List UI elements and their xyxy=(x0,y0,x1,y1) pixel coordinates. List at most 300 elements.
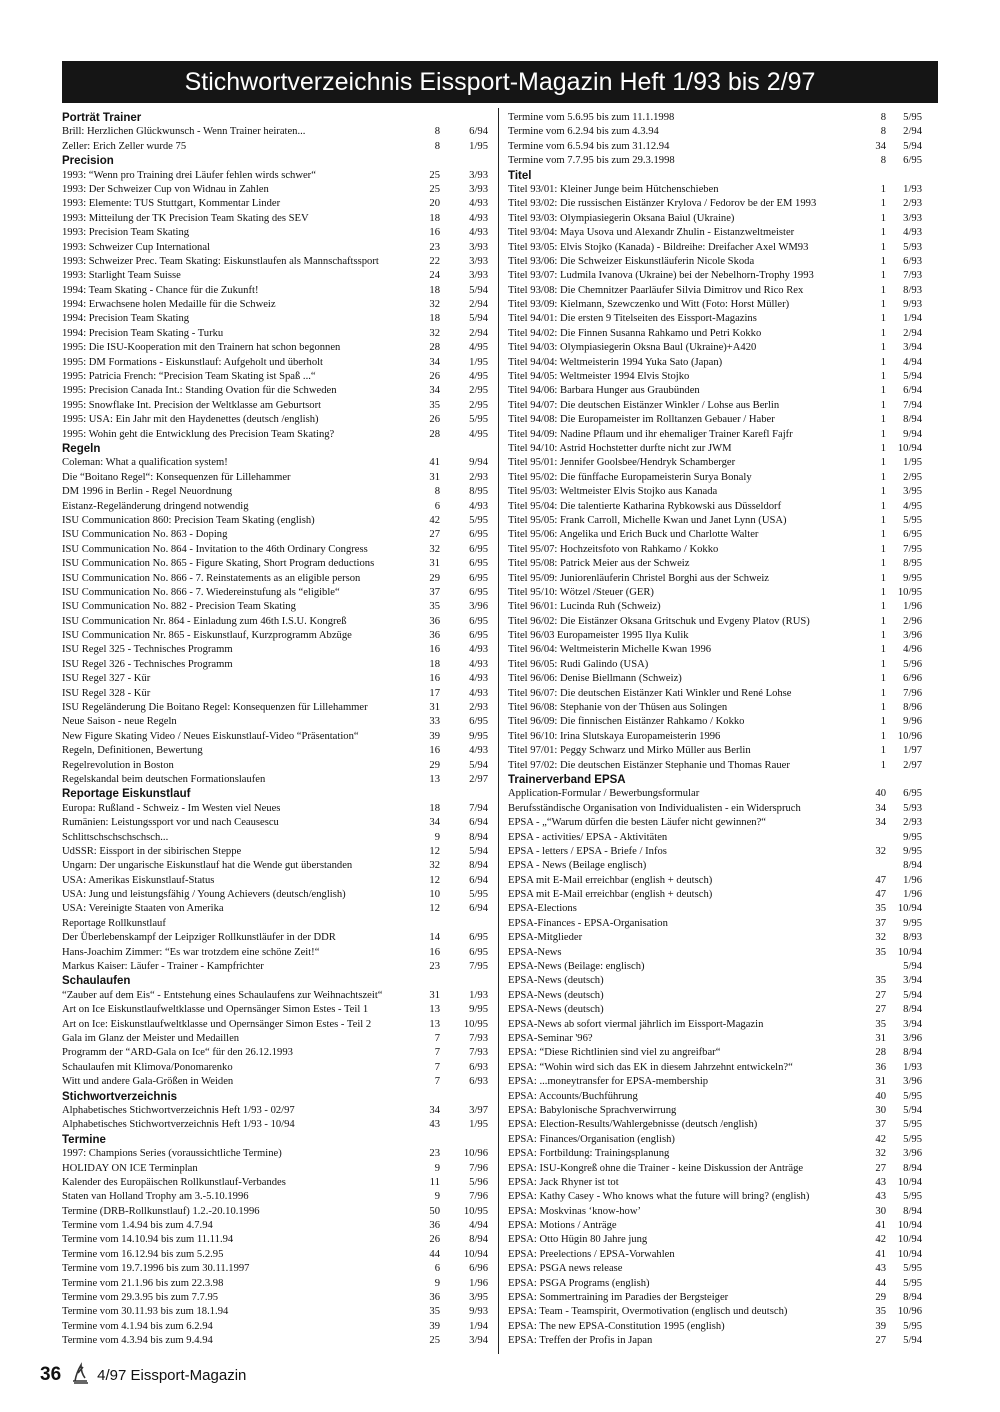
entry-page: 26 xyxy=(429,1234,440,1246)
index-entry xyxy=(508,902,938,916)
entry-issue: 1/93 xyxy=(469,989,488,1001)
entry-issue: 3/96 xyxy=(903,630,922,642)
entry-page: 12 xyxy=(429,874,440,886)
index-entry xyxy=(508,1291,938,1305)
entry-issue: 4/93 xyxy=(469,644,488,656)
index-entry xyxy=(62,514,488,528)
index-entry xyxy=(62,485,488,499)
index-entry xyxy=(508,1176,938,1190)
entry-page: 1 xyxy=(880,313,886,325)
entry-title: Titel 96/05: Rudi Galindo (USA) xyxy=(508,658,649,670)
index-entry xyxy=(62,1219,488,1233)
index-entry xyxy=(508,946,938,960)
entry-title: Titel 96/04: Weltmeisterin Michelle Kwan 1996 xyxy=(508,644,712,656)
entry-issue: 10/94 xyxy=(897,903,922,915)
entry-issue: 4/93 xyxy=(469,212,488,224)
index-entry xyxy=(62,543,488,557)
entry-issue: 6/93 xyxy=(903,255,922,267)
index-entry xyxy=(62,1334,488,1348)
entry-page: 27 xyxy=(875,1004,886,1016)
entry-title: Application-Formular / Bewerbungsformular xyxy=(508,788,700,800)
entry-title: Regeln, Definitionen, Bewertung xyxy=(62,745,203,757)
index-entry xyxy=(62,672,488,686)
entry-title: 1993: Der Schweizer Cup von Widnau in Zahlen xyxy=(62,183,269,195)
index-entry xyxy=(62,356,488,370)
entry-page: 6 xyxy=(434,1263,440,1275)
entry-title: 1993: Schweizer Prec. Team Skating: Eiskunstlaufen als Mannschaftssport xyxy=(62,255,379,267)
index-entry xyxy=(508,1147,938,1161)
index-entry xyxy=(508,643,938,657)
entry-title: EPSA: Finances/Organisation (english) xyxy=(508,1133,675,1145)
index-entry xyxy=(62,183,488,197)
entry-title: New Figure Skating Video / Neues Eiskunstlauf-Video “Präsentation“ xyxy=(62,730,359,742)
index-entry xyxy=(62,255,488,269)
entry-title: Schlittschschschschsch... xyxy=(62,831,169,843)
entry-issue: 3/93 xyxy=(903,212,922,224)
entry-title: ISU Communication 860: Precision Team Skating (english) xyxy=(62,514,315,526)
entry-title: EPSA: PSGA Programs (english) xyxy=(508,1277,650,1289)
entry-issue: 10/96 xyxy=(463,1148,488,1160)
entry-issue: 9/95 xyxy=(903,572,922,584)
index-entry xyxy=(62,917,488,931)
entry-issue: 2/93 xyxy=(903,198,922,210)
entry-issue: 5/95 xyxy=(903,1191,922,1203)
entry-page: 1 xyxy=(880,630,886,642)
entry-page: 13 xyxy=(429,1018,440,1030)
entry-page: 43 xyxy=(875,1191,886,1203)
entry-page: 1 xyxy=(880,399,886,411)
index-entry xyxy=(508,1162,938,1176)
entry-issue: 6/94 xyxy=(469,817,488,829)
section-heading: Termine xyxy=(62,1133,106,1146)
entry-issue: 4/93 xyxy=(469,745,488,757)
index-entry xyxy=(508,413,938,427)
entry-issue: 1/95 xyxy=(903,457,922,469)
index-entry xyxy=(508,111,938,125)
index-entry xyxy=(62,1277,488,1291)
entry-title: Titel 95/08: Patrick Meier aus der Schweiz xyxy=(508,558,690,570)
entry-issue: 8/94 xyxy=(903,1205,922,1217)
entry-title: 1995: Die ISU-Kooperation mit den Trainern hat schon begonnen xyxy=(62,342,341,354)
index-entry xyxy=(508,255,938,269)
entry-title: Titel 96/06: Denise Biellmann (Schweiz) xyxy=(508,673,682,685)
entry-title: EPSA: Otto Hügin 80 Jahre jung xyxy=(508,1234,648,1246)
entry-page: 1 xyxy=(880,428,886,440)
entry-page: 37 xyxy=(429,586,440,598)
index-entry xyxy=(62,1233,488,1247)
entry-issue: 6/94 xyxy=(469,126,488,138)
entry-title: EPSA-News (deutsch) xyxy=(508,1004,604,1016)
entry-page: 32 xyxy=(875,1148,886,1160)
entry-issue: 9/94 xyxy=(469,457,488,469)
entry-page: 35 xyxy=(875,903,886,915)
entry-title: Termine vom 30.11.93 bis zum 18.1.94 xyxy=(62,1306,229,1318)
index-entry xyxy=(508,1248,938,1262)
entry-issue: 6/95 xyxy=(469,932,488,944)
entry-issue: 2/94 xyxy=(903,126,922,138)
entry-title: Termine vom 1.4.94 bis zum 4.7.94 xyxy=(62,1220,213,1232)
entry-title: Termine vom 16.12.94 bis zum 5.2.95 xyxy=(62,1248,224,1260)
entry-issue: 1/93 xyxy=(903,1061,922,1073)
entry-issue: 4/96 xyxy=(903,644,922,656)
entry-title: Titel 96/02: Die Eistänzer Oksana Gritschuk und Evgeny Platov (RUS) xyxy=(508,615,810,627)
entry-title: Titel 94/08: Die Europameister im Rolltanzen Gebauer / Haber xyxy=(508,414,775,426)
entry-title: EPSA-News (Beilage: englisch) xyxy=(508,961,645,973)
index-entry xyxy=(508,428,938,442)
section-heading: Reportage Eiskunstlauf xyxy=(62,788,191,801)
entry-page: 32 xyxy=(875,932,886,944)
entry-page: 28 xyxy=(875,1047,886,1059)
index-entry xyxy=(508,744,938,758)
entry-page: 1 xyxy=(880,500,886,512)
index-entry xyxy=(508,312,938,326)
index-entry xyxy=(62,1320,488,1334)
entry-issue: 2/97 xyxy=(903,759,922,771)
entry-issue: 8/94 xyxy=(469,1234,488,1246)
entry-title: ISU Regel 328 - Kür xyxy=(62,687,151,699)
index-entry xyxy=(62,1032,488,1046)
entry-page: 43 xyxy=(429,1119,440,1131)
entry-page: 32 xyxy=(875,845,886,857)
entry-page: 27 xyxy=(429,529,440,541)
entry-issue: 10/94 xyxy=(897,946,922,958)
entry-page: 1 xyxy=(880,255,886,267)
entry-title: Berufsständische Organisation von Individualisten - ein Widerspruch xyxy=(508,802,801,814)
index-entry xyxy=(508,284,938,298)
entry-page: 1 xyxy=(880,745,886,757)
entry-page: 36 xyxy=(429,630,440,642)
entry-page: 31 xyxy=(429,471,440,483)
index-entry xyxy=(62,1205,488,1219)
entry-issue: 8/93 xyxy=(903,932,922,944)
entry-title: EPSA: PSGA news release xyxy=(508,1263,623,1275)
entry-issue: 6/95 xyxy=(469,716,488,728)
entry-issue: 6/95 xyxy=(469,630,488,642)
entry-page: 1 xyxy=(880,284,886,296)
entry-page: 41 xyxy=(875,1220,886,1232)
entry-issue: 5/95 xyxy=(903,1277,922,1289)
entry-title: Titel 94/05: Weltmeister 1994 Elvis Stojko xyxy=(508,371,690,383)
entry-title: Titel 94/09: Nadine Pflaum und ihr ehemaliger Trainer Karefl Fajfr xyxy=(508,428,793,440)
entry-issue: 2/94 xyxy=(469,299,488,311)
index-entry xyxy=(508,960,938,974)
footer-issue: 4/97 Eissport-Magazin xyxy=(97,1366,247,1384)
entry-page: 25 xyxy=(429,1335,440,1347)
entry-issue: 8/95 xyxy=(903,558,922,570)
entry-issue: 3/94 xyxy=(903,342,922,354)
entry-issue: 7/93 xyxy=(469,1047,488,1059)
entry-page: 1 xyxy=(880,586,886,598)
entry-page: 12 xyxy=(429,845,440,857)
index-entry xyxy=(508,1305,938,1319)
entry-issue: 10/94 xyxy=(897,442,922,454)
index-entry xyxy=(508,471,938,485)
entry-title: Titel 96/10: Irina Slutskaya Europameisterin 1996 xyxy=(508,730,721,742)
entry-title: Titel 93/05: Elvis Stojko (Kanada) - Bildreihe: Dreifacher Axel WM93 xyxy=(508,241,809,253)
entry-issue: 3/93 xyxy=(469,270,488,282)
entry-page: 1 xyxy=(880,658,886,670)
entry-issue: 5/95 xyxy=(903,1320,922,1332)
entry-issue: 9/95 xyxy=(903,845,922,857)
section-heading: Schaulaufen xyxy=(62,975,131,988)
index-entry xyxy=(508,370,938,384)
entry-issue: 3/93 xyxy=(469,183,488,195)
entry-issue: 1/93 xyxy=(903,183,922,195)
index-entry xyxy=(62,1075,488,1089)
entry-page: 42 xyxy=(875,1234,886,1246)
entry-page: 1 xyxy=(880,299,886,311)
entry-title: Titel 95/03: Weltmeister Elvis Stojko aus Kanada xyxy=(508,486,718,498)
index-entry xyxy=(62,341,488,355)
entry-page: 25 xyxy=(429,169,440,181)
entry-title: ISU Communication No. 866 - 7. Wiedereinstufung als “eligible“ xyxy=(62,586,340,598)
index-column-left xyxy=(62,111,488,1349)
entry-issue: 5/94 xyxy=(903,989,922,1001)
entry-page: 31 xyxy=(875,1033,886,1044)
entry-page: 16 xyxy=(429,644,440,656)
index-entry xyxy=(508,845,938,859)
entry-page: 26 xyxy=(429,371,440,383)
index-entry xyxy=(508,759,938,773)
index-entry xyxy=(508,586,938,600)
entry-page: 31 xyxy=(429,558,440,570)
entry-issue: 9/93 xyxy=(469,1306,488,1318)
index-entry xyxy=(508,356,938,370)
entry-title: UdSSR: Eissport in der sibirischen Steppe xyxy=(62,845,242,857)
entry-page: 37 xyxy=(875,1119,886,1131)
index-entry xyxy=(508,1277,938,1291)
entry-title: Europa: Rußland - Schweiz - Im Westen viel Neues xyxy=(62,802,281,814)
index-entry xyxy=(508,1061,938,1075)
entry-page: 34 xyxy=(429,356,440,368)
entry-issue: 5/95 xyxy=(903,112,922,123)
entry-issue: 6/94 xyxy=(469,874,488,886)
index-entry xyxy=(508,485,938,499)
index-entry xyxy=(508,658,938,672)
entry-page: 1 xyxy=(880,759,886,771)
entry-title: Termine vom 21.1.96 bis zum 22.3.98 xyxy=(62,1277,224,1289)
entry-page: 1 xyxy=(880,471,886,483)
entry-page: 1 xyxy=(880,198,886,210)
entry-issue: 6/95 xyxy=(469,572,488,584)
entry-issue: 9/95 xyxy=(903,917,922,929)
entry-page: 30 xyxy=(875,1205,886,1217)
index-entry xyxy=(508,442,938,456)
index-entry xyxy=(62,413,488,427)
section-heading: Precision xyxy=(62,155,114,168)
entry-page: 6 xyxy=(434,500,440,512)
entry-title: Titel 93/04: Maya Usova und Alexandr Zhulin - Eistanzweltmeister xyxy=(508,227,795,239)
entry-page: 36 xyxy=(429,1220,440,1232)
index-entry xyxy=(62,629,488,643)
entry-page: 18 xyxy=(429,802,440,814)
index-entry xyxy=(62,816,488,830)
index-entry xyxy=(508,1003,938,1017)
entry-title: HOLIDAY ON ICE Terminplan xyxy=(62,1162,198,1174)
index-entry xyxy=(62,1104,488,1118)
index-entry xyxy=(508,1219,938,1233)
entry-title: Titel 96/09: Die finnischen Eistänzer Rahkamo / Kokko xyxy=(508,716,745,728)
entry-title: EPSA: Fortbildung: Trainingsplanung xyxy=(508,1148,670,1160)
entry-title: Termine vom 29.3.95 bis zum 7.7.95 xyxy=(62,1292,219,1304)
entry-issue: 7/93 xyxy=(903,270,922,282)
index-entry xyxy=(62,773,488,787)
entry-page: 1 xyxy=(880,457,886,469)
entry-issue: 5/95 xyxy=(469,514,488,526)
index-column-right xyxy=(508,111,938,1349)
entry-page: 28 xyxy=(429,342,440,354)
entry-page: 13 xyxy=(429,773,440,785)
entry-issue: 6/96 xyxy=(903,673,922,685)
entry-title: ISU Communication Nr. 865 - Eiskunstlauf, Kurzprogramm Abzüge xyxy=(62,630,352,642)
page-footer xyxy=(40,1362,246,1388)
entry-title: Die “Boitano Regel“: Konsequenzen für Lillehammer xyxy=(62,471,291,483)
index-entry xyxy=(62,1262,488,1276)
entry-title: ISU Communication No. 866 - 7. Reinstatements as an eligible person xyxy=(62,572,361,584)
entry-title: EPSA: ...moneytransfer for EPSA-membership xyxy=(508,1076,709,1088)
entry-issue: 7/96 xyxy=(469,1162,488,1174)
index-entry xyxy=(62,845,488,859)
entry-issue: 5/94 xyxy=(903,1104,922,1116)
index-entry xyxy=(62,370,488,384)
index-entry xyxy=(508,600,938,614)
entry-page: 1 xyxy=(880,702,886,714)
entry-page: 34 xyxy=(875,802,886,814)
entry-title: Termine vom 4.3.94 bis zum 9.4.94 xyxy=(62,1335,213,1347)
entry-title: EPSA: Motions / Anträge xyxy=(508,1220,617,1232)
entry-issue: 1/95 xyxy=(469,140,488,152)
entry-title: EPSA: Kathy Casey - Who knows what the future will bring? (english) xyxy=(508,1191,810,1203)
index-entry xyxy=(62,874,488,888)
entry-title: Termine vom 5.6.95 bis zum 11.1.1998 xyxy=(508,112,675,123)
entry-page: 40 xyxy=(875,1090,886,1102)
entry-issue: 5/94 xyxy=(469,845,488,857)
entry-issue: 3/96 xyxy=(903,1148,922,1160)
index-entry xyxy=(508,917,938,931)
entry-page: 35 xyxy=(875,946,886,958)
entry-title: Kalender des Europäischen Rollkunstlauf-Verbandes xyxy=(62,1176,286,1188)
entry-issue: 1/95 xyxy=(469,356,488,368)
entry-title: ISU Communication No. 863 - Doping xyxy=(62,529,228,541)
entry-page: 14 xyxy=(429,932,440,944)
section-heading: Trainerverband EPSA xyxy=(508,773,626,786)
entry-issue: 1/96 xyxy=(469,1277,488,1289)
column-divider xyxy=(498,108,499,1354)
entry-issue: 8/94 xyxy=(903,860,922,872)
entry-page: 1 xyxy=(880,615,886,627)
index-entry xyxy=(508,140,938,154)
entry-title: 1995: Precision Canada Int.: Standing Ovation für die Schweden xyxy=(62,385,337,397)
index-entry xyxy=(508,615,938,629)
entry-issue: 8/94 xyxy=(903,1004,922,1016)
entry-page: 9 xyxy=(434,831,440,843)
entry-issue: 4/94 xyxy=(903,356,922,368)
entry-title: Witt und andere Gala-Größen in Weiden xyxy=(62,1076,234,1088)
entry-page: 13 xyxy=(429,1004,440,1016)
index-entry xyxy=(62,586,488,600)
entry-issue: 10/94 xyxy=(897,1234,922,1246)
index-entry xyxy=(62,1061,488,1075)
index-entry xyxy=(508,557,938,571)
entry-title: 1994: Team Skating - Chance für die Zukunft! xyxy=(62,284,259,296)
index-entry xyxy=(508,1133,938,1147)
entry-page: 1 xyxy=(880,558,886,570)
entry-issue: 3/94 xyxy=(903,975,922,987)
entry-page: 8 xyxy=(434,126,440,138)
index-entry xyxy=(508,787,938,801)
entry-page: 1 xyxy=(880,327,886,339)
entry-page: 34 xyxy=(875,140,886,152)
entry-title: Titel 93/01: Kleiner Junge beim Hütchenschieben xyxy=(508,183,719,195)
entry-issue: 3/94 xyxy=(903,1018,922,1030)
entry-page: 16 xyxy=(429,745,440,757)
entry-issue: 2/95 xyxy=(903,471,922,483)
entry-page: 23 xyxy=(429,241,440,253)
entry-title: Titel 96/08: Stephanie von der Thüsen aus Solingen xyxy=(508,702,728,714)
index-entry xyxy=(508,269,938,283)
entry-issue: 5/95 xyxy=(903,1119,922,1131)
index-entry xyxy=(508,241,938,255)
entry-issue: 9/93 xyxy=(903,299,922,311)
entry-issue: 8/95 xyxy=(469,486,488,498)
entry-title: Titel 95/05: Frank Carroll, Michelle Kwan und Janet Lynn (USA) xyxy=(508,514,787,526)
entry-issue: 2/96 xyxy=(903,615,922,627)
entry-issue: 6/95 xyxy=(469,615,488,627)
entry-issue: 1/94 xyxy=(903,313,922,325)
entry-page: 27 xyxy=(875,1335,886,1347)
entry-issue: 8/93 xyxy=(903,284,922,296)
entry-title: EPSA-News (deutsch) xyxy=(508,989,604,1001)
entry-issue: 5/93 xyxy=(903,802,922,814)
index-entry xyxy=(508,974,938,988)
entry-page: 1 xyxy=(880,241,886,253)
entry-issue: 3/93 xyxy=(469,255,488,267)
index-entry xyxy=(62,946,488,960)
entry-issue: 1/96 xyxy=(903,874,922,886)
entry-page: 1 xyxy=(880,601,886,613)
index-entry xyxy=(62,500,488,514)
entry-issue: 4/93 xyxy=(469,658,488,670)
entry-title: Termine vom 6.2.94 bis zum 4.3.94 xyxy=(508,126,659,138)
index-entry xyxy=(508,1262,938,1276)
entry-title: EPSA-Elections xyxy=(508,903,577,915)
section-heading: Stichwortverzeichnis xyxy=(62,1090,178,1103)
entry-issue: 5/94 xyxy=(469,759,488,771)
index-entry xyxy=(62,226,488,240)
index-entry xyxy=(508,212,938,226)
entry-issue: 5/95 xyxy=(903,514,922,526)
entry-title: 1993: Schweizer Cup International xyxy=(62,241,210,253)
entry-title: EPSA: Sommertraining im Paradies der Bergsteiger xyxy=(508,1292,729,1304)
entry-issue: 2/95 xyxy=(469,399,488,411)
index-entry xyxy=(62,989,488,1003)
entry-title: Reportage Rollkunstlauf xyxy=(62,917,166,929)
entry-page: 7 xyxy=(434,1061,440,1073)
entry-issue: 9/95 xyxy=(469,1004,488,1016)
entry-page: 31 xyxy=(875,1076,886,1088)
index-entry xyxy=(62,125,488,139)
entry-page: 8 xyxy=(880,112,886,123)
entry-issue: 2/93 xyxy=(469,702,488,714)
entry-title: Titel 94/06: Barbara Hunger aus Graubünden xyxy=(508,385,700,397)
entry-page: 27 xyxy=(875,989,886,1001)
entry-issue: 4/93 xyxy=(469,227,488,239)
entry-page: 1 xyxy=(880,385,886,397)
entry-page: 39 xyxy=(429,730,440,742)
entry-title: Titel 94/07: Die deutschen Eistänzer Winkler / Lohse aus Berlin xyxy=(508,399,780,411)
entry-page: 16 xyxy=(429,673,440,685)
entry-issue: 4/95 xyxy=(469,371,488,383)
